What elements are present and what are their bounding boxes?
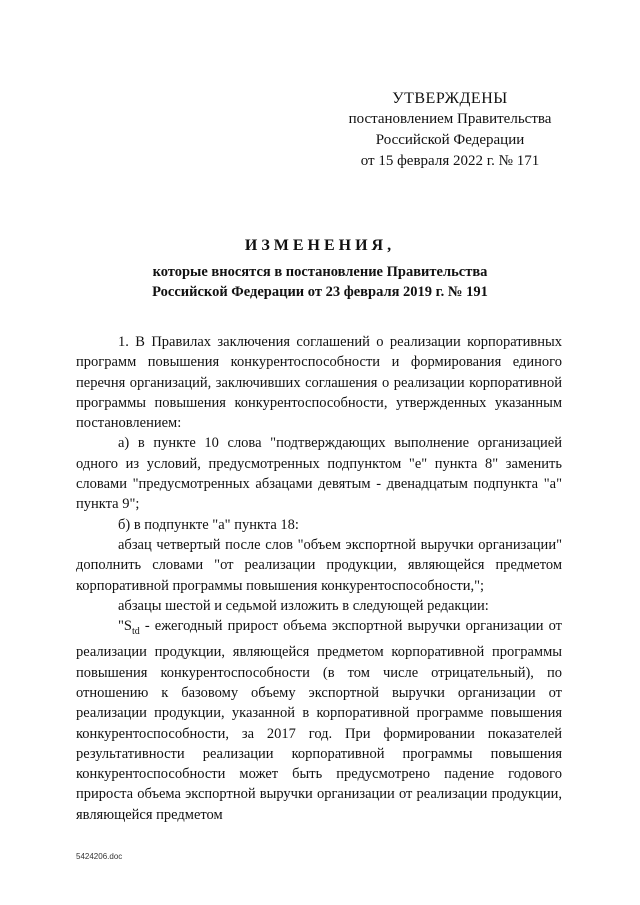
formula-definition: - ежегодный прирост объема экспортной выручки организации от реализации продукции, являющейся предметом корпоративной программы повышения конкурентоспособности (в том числе отрицательный), по отношению к базовому объему экспортной выручки организации от реализации продукции, указанной в корпоративной программе повышения конкурентоспособности, за 2017 год. При формировании показателей результативности реализации корпоративной программы повышения конкурентоспособности может быть предусмотрено падение годового прироста объема экспортной выручки организации от реализации продукции, являющейся предметом xyxy=(76,618,562,823)
paragraph: 1. В Правилах заключения соглашений о реализации корпоративных программ повышения конкурентоспособности и формирования единого перечня организаций, заключивших соглашения о реализации корпоративной программы повышения конкурентоспособности, утвержденных указанным постановлением: xyxy=(76,334,562,432)
document-body xyxy=(76,332,562,825)
document-subtitle xyxy=(70,263,570,302)
approval-line: постановлением Правительства xyxy=(348,111,552,127)
document-title: ИЗМЕНЕНИЯ, xyxy=(244,237,396,254)
approval-line: Российской Федерации xyxy=(375,132,525,148)
formula-subscript: td xyxy=(131,626,140,638)
approval-date-number: от 15 февраля 2022 г. № 171 xyxy=(360,153,540,169)
paragraph: б) в подпункте "а" пункта 18: xyxy=(118,516,299,533)
paragraph-formula xyxy=(76,616,562,825)
approval-heading: УТВЕРЖДЕНЫ xyxy=(392,90,508,107)
paragraph: а) в пункте 10 слова "подтверждающих выполнение организацией одного из условий, предусмотренных подпунктом "е" пункта 8" заменить словами "предусмотренных абзацами девятым - двенадцатым подпункта "а" пункта 9"; xyxy=(76,435,562,513)
formula-symbol: "S xyxy=(118,618,132,635)
subtitle-line: Российской Федерации от 23 февраля 2019 г. № 191 xyxy=(152,283,488,300)
paragraph: абзацы шестой и седьмой изложить в следующей редакции: xyxy=(118,597,489,614)
paragraph: абзац четвертый после слов "объем экспортной выручки организации" дополнить словами "от реализации продукции, являющейся предметом корпоративной программы повышения конкурентоспособности,"; xyxy=(76,536,562,594)
approval-block xyxy=(330,88,570,172)
file-name-footer: 5424206.doc xyxy=(76,852,123,861)
subtitle-line: которые вносятся в постановление Правительства xyxy=(152,264,488,280)
